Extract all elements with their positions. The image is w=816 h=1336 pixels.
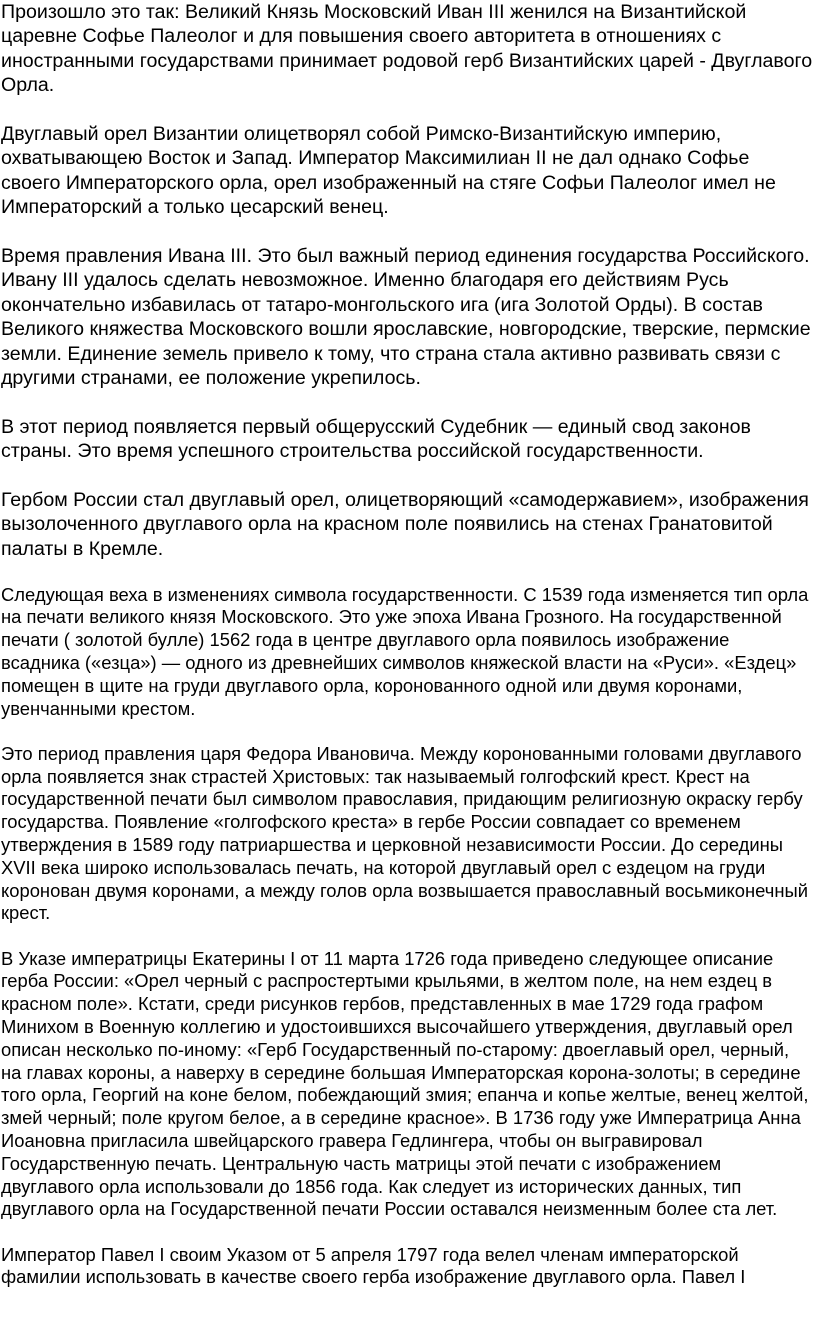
paragraph-9: Император Павел I своим Указом от 5 апреля 1797 года велел членам императорской фамилии использовать в качестве своего герба изображение двуглавого орла. Павел I [1,1243,746,1288]
paragraph-5: Гербом России стал двуглавый орел, олицетворяющий «самодержавием», изображения вызолоченного двуглавого орла на красном поле появились на стенах Гранатовитой палаты в Кремле. [1,489,809,560]
paragraph-gap [1,720,813,742]
paragraph-6: Следующая веха в изменениях символа государственности. С 1539 года изменяется тип орла на печати великого князя Московского. Это уже эпоха Ивана Грозного. На государственной печати ( золотой булле) 1562 года в центре двуглавого орла появилось изображение всадника («езца») — одного из древнейших символов княжеской власти на «Руси». «Ездец» помещен в щите на груди двуглавого орла, коронованного одной или двумя коронами, увенчанными крестом. [1,583,809,719]
paragraph-gap [1,1221,813,1243]
paragraph-gap [1,220,813,244]
paragraph-gap [1,925,813,947]
paragraph-3: Время правления Ивана III. Это был важный период единения государства Российского. Ивану III удалось сделать невозможное. Именно благодаря его действиям Русь окончательно избавилась от татаро-монгольского ига (ига Золотой Орды). В состав Великого княжества Московского вошли ярославские, новгородские, тверские, пермские земли. Единение земель привело к тому, что страна стала активно развивать связи с другими странами, ее положение укрепилось. [1,245,811,390]
paragraph-4: В этот период появляется первый общерусский Судебник — единый свод законов страны. Это время успешного строительства российской государственности. [1,415,751,463]
paragraph-gap [1,561,813,583]
paragraph-gap [1,464,813,488]
paragraph-2: Двуглавый орел Византии олицетворял собой Римско-Византийскую империю, охватывающею Восток и Запад. Император Максимилиан II не дал однако Софье своего Императорского орла, орел изображенный на стяге Софьи Палеолог имел не Императорский а только цесарский венец. [1,123,776,219]
paragraph-7: Это период правления царя Федора Ивановича. Между коронованными головами двуглавого орла появляется знак страстей Христовых: так называемый голгофский крест. Крест на государственной печати был символом православия, придающим религиозную окраску гербу государства. Появление «голгофского креста» в гербе России совпадает со временем утверждения в 1589 году патриаршества и церковной независимости России. До середины XVII века широко использовалась печать, на которой двуглавый орел с ездецом на груди коронован двумя коронами, а между голов орла возвышается православный восьмиконечный крест. [1,742,808,924]
paragraph-1: Произошло это так: Великий Князь Московский Иван III женился на Византийской царевне Софье Палеолог и для повышения своего авторитета в отношениях с иностранными государствами принимает родовой герб Византийских царей - Двуглавого Орла. [1,1,813,97]
paragraph-8: В Указе императрицы Екатерины I от 11 марта 1726 года приведено следующее описание герба России: «Орел черный с распростертыми крыльями, в желтом поле, на нем ездец в красном поле». Кстати, среди рисунков гербов, представленных в мае 1729 года графом Минихом в Военную коллегию и удостоившихся высочайшего утверждения, двуглавый орел описан несколько по-иному: «Герб Государственный по-старому: двоеглавый орел, черный, на главах короны, а наверху в середине большая Императорская корона-золоты; в середине того орла, Георгий на коне белом, побеждающий змия; епанча и копье желтые, венец желтой, змей черный; поле кругом белое, а в середине красное». В 1736 году уже Императрица Анна Иоановна пригласила швейцарского гравера Гедлингера, чтобы он выгравировал Государственную печать. Центральную часть матрицы этой печати с изображением двуглавого орла использовали до 1856 года. Как следует из исторических данных, тип двуглавого орла на Государственной печати России оставался неизменным более ста лет. [1,947,809,1220]
paragraph-gap [1,390,813,414]
paragraph-gap [1,98,813,122]
